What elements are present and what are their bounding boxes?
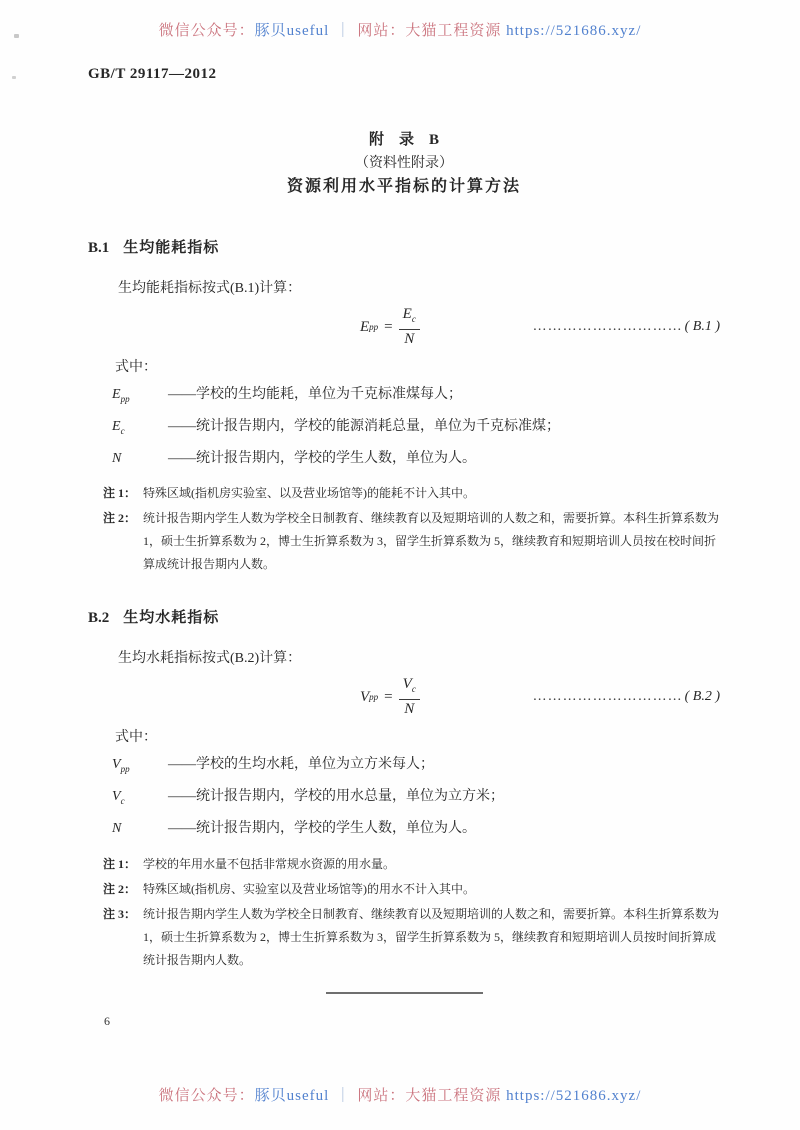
- watermark-site-url: https://521686.xyz/: [506, 23, 642, 39]
- note-label: 注 1：: [103, 486, 137, 501]
- formula-b2-lhs-sub: pp: [369, 692, 379, 703]
- note-label: 注 2：: [103, 511, 137, 526]
- formula-b2-leader: [533, 689, 720, 705]
- definition-symbol: N: [112, 820, 122, 836]
- formula-b1-denominator: N: [399, 329, 420, 348]
- definition-row: [88, 413, 720, 445]
- formula-b2-denominator: N: [399, 699, 420, 718]
- watermark-wechat-account: 豚贝useful: [254, 1088, 330, 1104]
- watermark-wechat-label: 微信公众号：: [158, 1088, 255, 1104]
- equals-sign: =: [384, 318, 393, 335]
- definition-symbol: $E_c$: [112, 418, 125, 436]
- end-of-text-rule: [326, 992, 483, 994]
- appendix-title: 附 录 B: [368, 132, 439, 148]
- definition-row: [88, 783, 720, 815]
- formula-b1-numerator-sub: c: [411, 314, 416, 324]
- formula-b2: [360, 676, 420, 718]
- definition-text: ——学校的生均能耗，单位为千克标准煤每人；: [168, 387, 462, 402]
- appendix-subtitle: （资料性附录）: [355, 156, 453, 171]
- definition-text: ——统计报告期内，学校的学生人数，单位为人。: [168, 450, 476, 466]
- scan-speck: [14, 34, 19, 38]
- definition-row: [88, 381, 720, 413]
- formula-b1-row: [88, 305, 720, 349]
- watermark-header: [0, 19, 800, 40]
- formula-b2-numerator: V: [402, 676, 412, 693]
- note-row: [88, 482, 720, 505]
- watermark-separator: ｜: [335, 1088, 352, 1104]
- section-b1-intro: 生均能耗指标按式(B.1)计算：: [118, 281, 302, 296]
- definition-row: [88, 445, 720, 477]
- section-b1-title: 生均能耗指标: [123, 240, 220, 256]
- note-row: [88, 853, 720, 876]
- scan-speck: [12, 76, 16, 79]
- note-text: 特殊区域(指机房实验室、以及营业场馆等)的能耗不计入其中。: [143, 486, 475, 501]
- section-b1-heading: [88, 236, 720, 257]
- formula-b1-lhs: E: [360, 318, 370, 335]
- formula-b1-label: ( B.1 ): [684, 319, 720, 334]
- watermark-wechat-label: 微信公众号：: [158, 23, 255, 39]
- watermark-site-label: 网站：: [357, 1088, 406, 1104]
- note-text: 学校的年用水量不包括非常规水资源的用水量。: [143, 856, 396, 871]
- note-label: 注 2：: [103, 881, 137, 896]
- note-text: 统计报告期内学生人数为学校全日制教育、继续教育以及短期培训的人数之和，需要折算。本科生折算系数为 1，硕士生折算系数为 2，博士生折算系数为 3，留学生折算系数为 5，继续教育和短期培训人员按在校时间折算成统计报告期内人数。: [143, 511, 720, 572]
- note-row: [88, 878, 720, 901]
- note-label: 注 3：: [103, 906, 137, 921]
- formula-b2-fraction: [399, 676, 420, 718]
- section-b2-number: B.2: [88, 610, 110, 627]
- appendix-title-block: [88, 129, 720, 198]
- definition-text: ——统计报告期内，学校的用水总量，单位为立方米；: [168, 789, 504, 805]
- formula-b2-lhs: V: [360, 688, 370, 705]
- formula-b1: [360, 306, 420, 348]
- definition-symbol: $V_c$: [112, 789, 125, 806]
- equals-sign: =: [384, 688, 393, 705]
- definition-symbol: $V_{pp}$: [112, 757, 130, 775]
- note-label: 注 1：: [103, 856, 137, 871]
- where-label-b2: 式中：: [115, 730, 157, 746]
- section-b2-heading: [88, 606, 720, 627]
- formula-b2-numerator-sub: c: [411, 684, 416, 695]
- definition-symbol: N: [112, 450, 122, 466]
- leader-dots: …………………………: [532, 319, 683, 334]
- document-content: [88, 66, 720, 994]
- watermark-footer: [0, 1084, 800, 1105]
- definition-row: [88, 815, 720, 847]
- watermark-site-label: 网站：: [357, 23, 406, 39]
- note-row: [88, 507, 720, 576]
- where-label-b1: 式中：: [115, 360, 157, 375]
- note-text: 特殊区域(指机房、实验室以及营业场馆等)的用水不计入其中。: [143, 881, 475, 896]
- formula-b2-label: ( B.2 ): [684, 689, 720, 705]
- note-row: [88, 903, 720, 972]
- appendix-heading: 资源利用水平指标的计算方法: [286, 178, 521, 195]
- definition-text: ——统计报告期内，学校的能源消耗总量，单位为千克标准煤；: [168, 418, 560, 434]
- formula-b1-leader: [533, 319, 720, 335]
- standard-number: GB/T 29117—2012: [88, 66, 217, 82]
- definition-text: ——学校的生均水耗，单位为立方米每人；: [168, 757, 434, 773]
- formula-b1-lhs-sub: pp: [369, 322, 379, 332]
- formula-b1-numerator: E: [402, 306, 412, 322]
- section-b2-notes: [88, 853, 720, 972]
- section-b1-notes: [88, 482, 720, 576]
- definition-text: ——统计报告期内，学校的学生人数，单位为人。: [168, 820, 476, 836]
- watermark-site-url: https://521686.xyz/: [506, 1088, 642, 1104]
- section-b1-number: B.1: [88, 240, 110, 256]
- leader-dots: …………………………: [532, 689, 683, 705]
- watermark-separator: ｜: [335, 23, 352, 39]
- formula-b1-fraction: [399, 306, 420, 348]
- definition-row: [88, 751, 720, 783]
- watermark-site-name: 大猫工程资源: [405, 23, 502, 39]
- page-number: 6: [104, 1014, 110, 1028]
- note-text: 统计报告期内学生人数为学校全日制教育、继续教育以及短期培训的人数之和，需要折算。本科生折算系数为 1，硕士生折算系数为 2，博士生折算系数为 3，留学生折算系数为 5，继续教育和短期培训人员按时间折算成统计报告期内人数。: [143, 906, 720, 967]
- definition-symbol: $E_{pp}$: [112, 387, 130, 404]
- section-b2-intro: 生均水耗指标按式(B.2)计算：: [118, 651, 302, 667]
- formula-b2-row: [88, 675, 720, 719]
- section-b2-title: 生均水耗指标: [123, 610, 220, 627]
- watermark-site-name: 大猫工程资源: [405, 1088, 502, 1104]
- watermark-wechat-account: 豚贝useful: [254, 23, 330, 39]
